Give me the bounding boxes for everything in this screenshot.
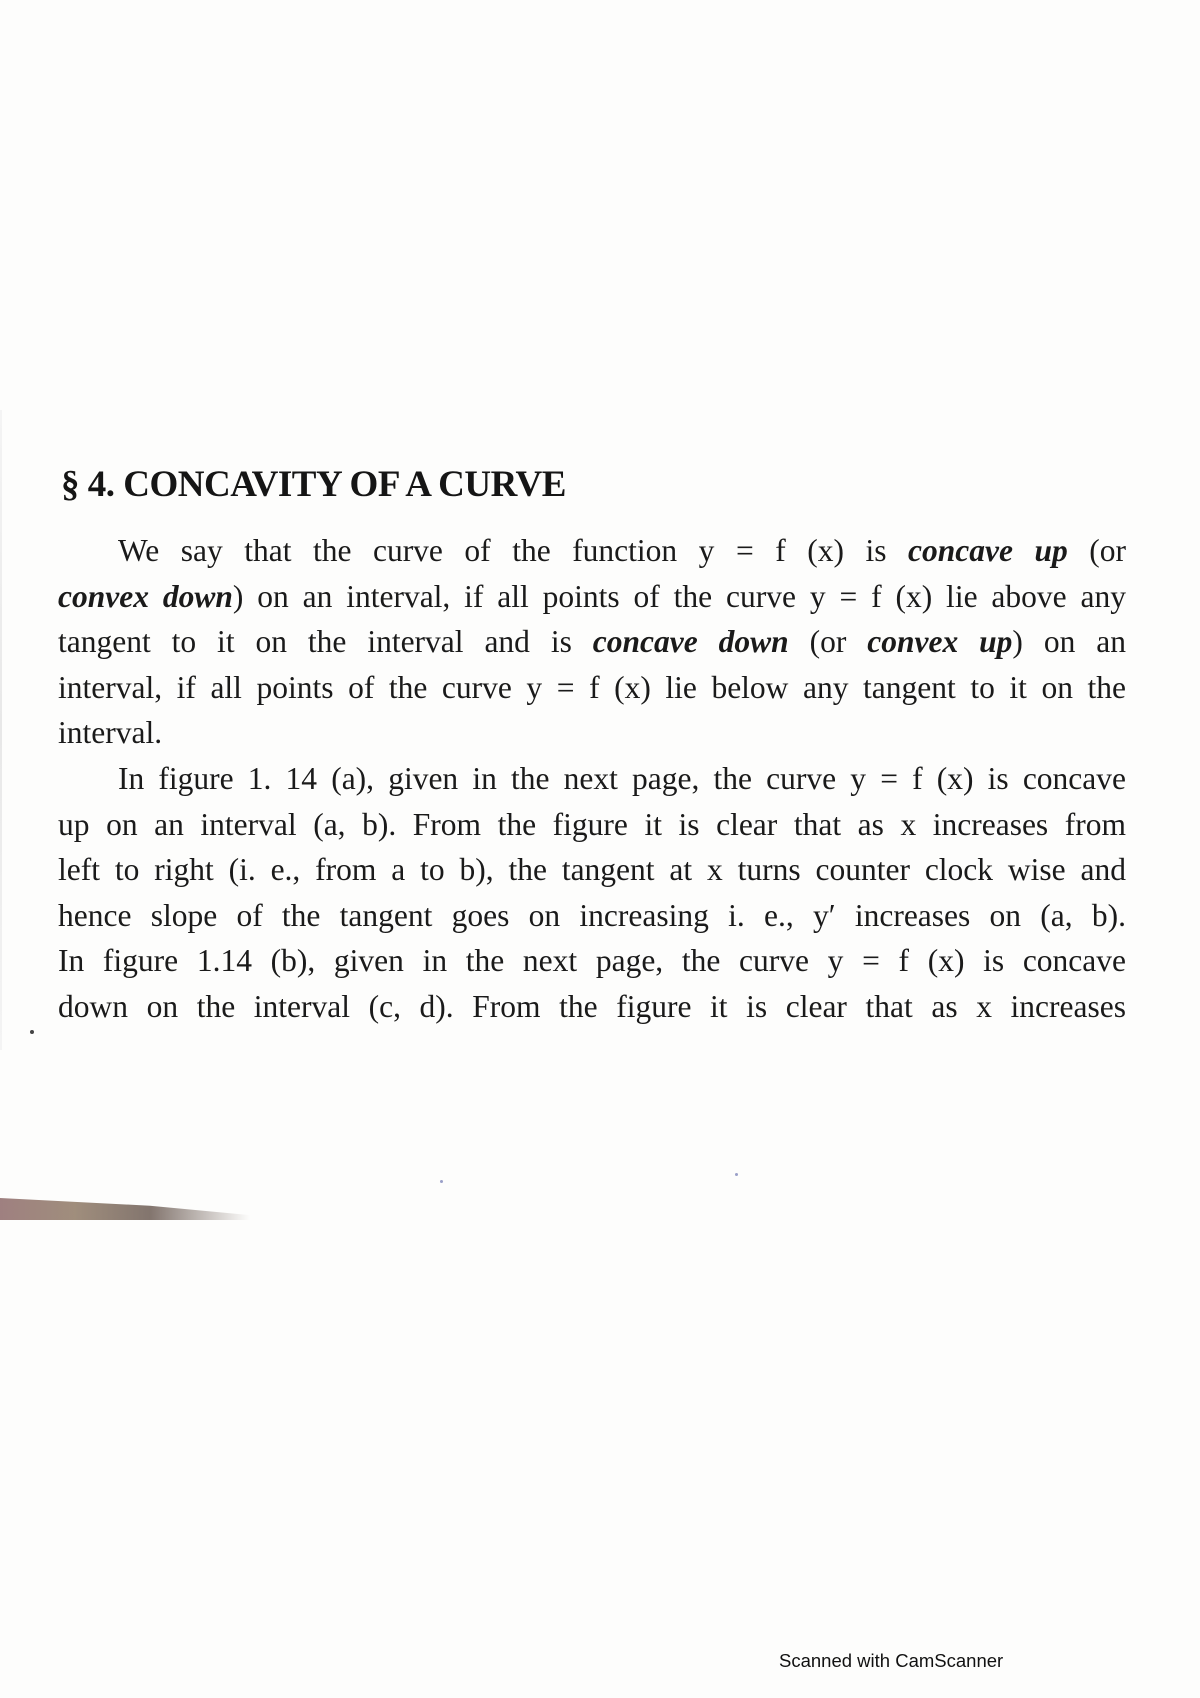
paragraph-1	[58, 528, 1126, 756]
dust-speck	[440, 1180, 443, 1183]
paragraph-2-line-3: left to right (i. e., from a to b), the tangent at x turns counter clock wise and	[58, 852, 1126, 887]
section-heading: § 4. CONCAVITY OF A CURVE	[61, 464, 566, 505]
scan-left-edge	[0, 410, 2, 1050]
paragraph-2-line-2: up on an interval (a, b). From the figure it is clear that as x increases from	[58, 806, 1126, 842]
text-span: (or	[1067, 533, 1126, 568]
emphasis-concave-down: concave down	[592, 624, 789, 659]
dust-speck	[30, 1030, 34, 1034]
text-span: ) on an interval, if all points of the curve y = f (x) lie above any	[232, 578, 1126, 614]
paragraph-2	[58, 756, 1126, 1029]
paragraph-2-line-1: In figure 1. 14 (a), given in the next page, the curve y = f (x) is concave	[118, 761, 1126, 796]
paragraph-2-line-4: hence slope of the tangent goes on increasing i. e., y′ increases on (a, b).	[58, 897, 1126, 933]
paragraph-2-line-6: down on the interval (c, d). From the figure it is clear that as x increases	[58, 988, 1126, 1024]
paragraph-1-line-2	[58, 574, 1126, 620]
emphasis-concave-up: concave up	[908, 533, 1068, 568]
emphasis-convex-up: convex up	[867, 624, 1013, 659]
paragraph-1-line-1	[58, 528, 1126, 574]
paragraph-1-line-4: interval, if all points of the curve y = f (x) lie below any tangent to it on the	[58, 669, 1126, 705]
paragraph-1-line-3	[58, 619, 1126, 665]
text-span: We say that the curve of the function y = f (x) is	[118, 533, 909, 568]
paragraph-1-line-5: interval.	[58, 715, 163, 750]
text-span: (or	[788, 624, 868, 659]
emphasis-convex-down: convex down	[58, 578, 233, 614]
camscanner-watermark: Scanned with CamScanner	[779, 1650, 1004, 1671]
dust-speck	[735, 1173, 738, 1176]
paragraph-2-line-5: In figure 1.14 (b), given in the next page, the curve y = f (x) is concave	[58, 943, 1126, 978]
scan-stain-mark	[0, 1198, 250, 1220]
text-span: tangent to it on the interval and is	[58, 624, 593, 659]
text-span: ) on an	[1012, 624, 1126, 659]
